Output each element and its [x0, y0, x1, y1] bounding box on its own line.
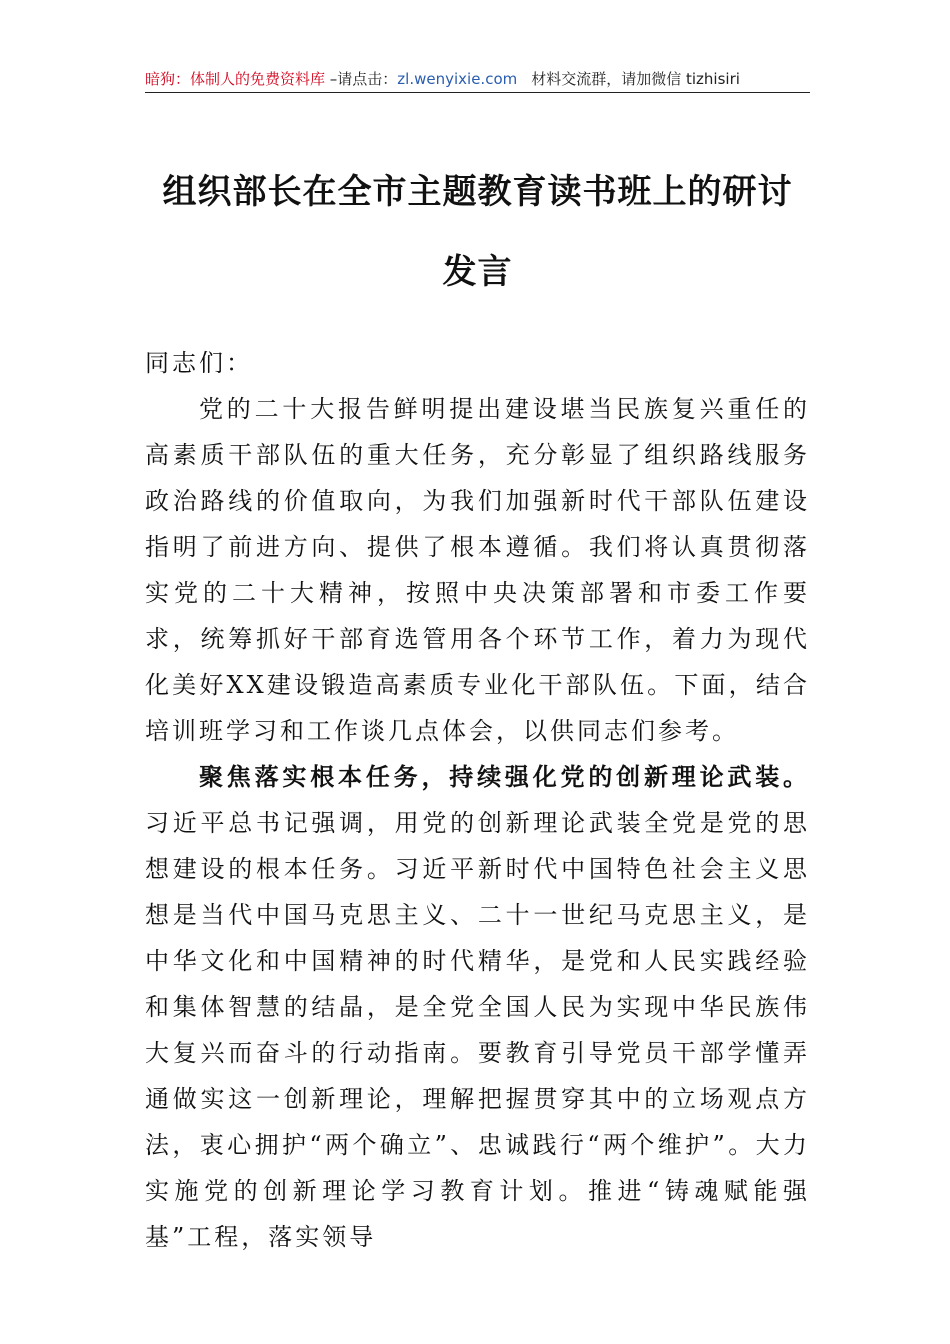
page-header	[145, 66, 810, 93]
title-line-1: 组织部长在全市主题教育读书班上的研讨	[162, 172, 793, 212]
header-prompt: –请点击：	[325, 70, 398, 88]
paragraph-text: 习近平总书记强调，用党的创新理论武装全党是党的思想建设的根本任务。习近平新时代中国特色社会主义思想是当代中国马克思主义、二十一世纪马克思主义，是中华文化和中国精神的时代精华，是党和人民实践经验和集体智慧的结晶，是全党全国人民为实现中华民族伟大复兴而奋斗的行动指南。要教育引导党员干部学懂弄通做实这一创新理论，理解把握贯穿其中的立场观点方法，衷心拥护“两个确立”、忠诚践行“两个维护”。大力实施党的创新理论学习教育计划。推进“铸魂赋能强基”工程，落实领导	[145, 809, 810, 1251]
header-url-link[interactable]: zl.wenyixie.com	[397, 70, 518, 88]
salutation: 同志们：	[145, 349, 253, 377]
document-body	[145, 340, 810, 1260]
paragraph-heading: 聚焦落实根本任务，持续强化党的创新理论武装。	[199, 762, 810, 791]
document-title	[145, 152, 810, 312]
paragraph-intro: 党的二十大报告鲜明提出建设堪当民族复兴重任的高素质干部队伍的重大任务，充分彰显了组织路线服务政治路线的价值取向，为我们加强新时代干部队伍建设指明了前进方向、提供了根本遵循。我们将认真贯彻落实党的二十大精神，按照中央决策部署和市委工作要求，统筹抓好干部育选管用各个环节工作，着力为现代化美好XX建设锻造高素质专业化干部队伍。下面，结合培训班学习和工作谈几点体会，以供同志们参考。	[145, 395, 810, 745]
header-brand: 暗狗：体制人的免费资料库	[145, 70, 326, 88]
title-line-2: 发言	[442, 252, 513, 292]
header-group-note: 材料交流群，请加微信 tizhisiri	[531, 70, 740, 88]
paragraph-theory	[145, 754, 810, 1260]
